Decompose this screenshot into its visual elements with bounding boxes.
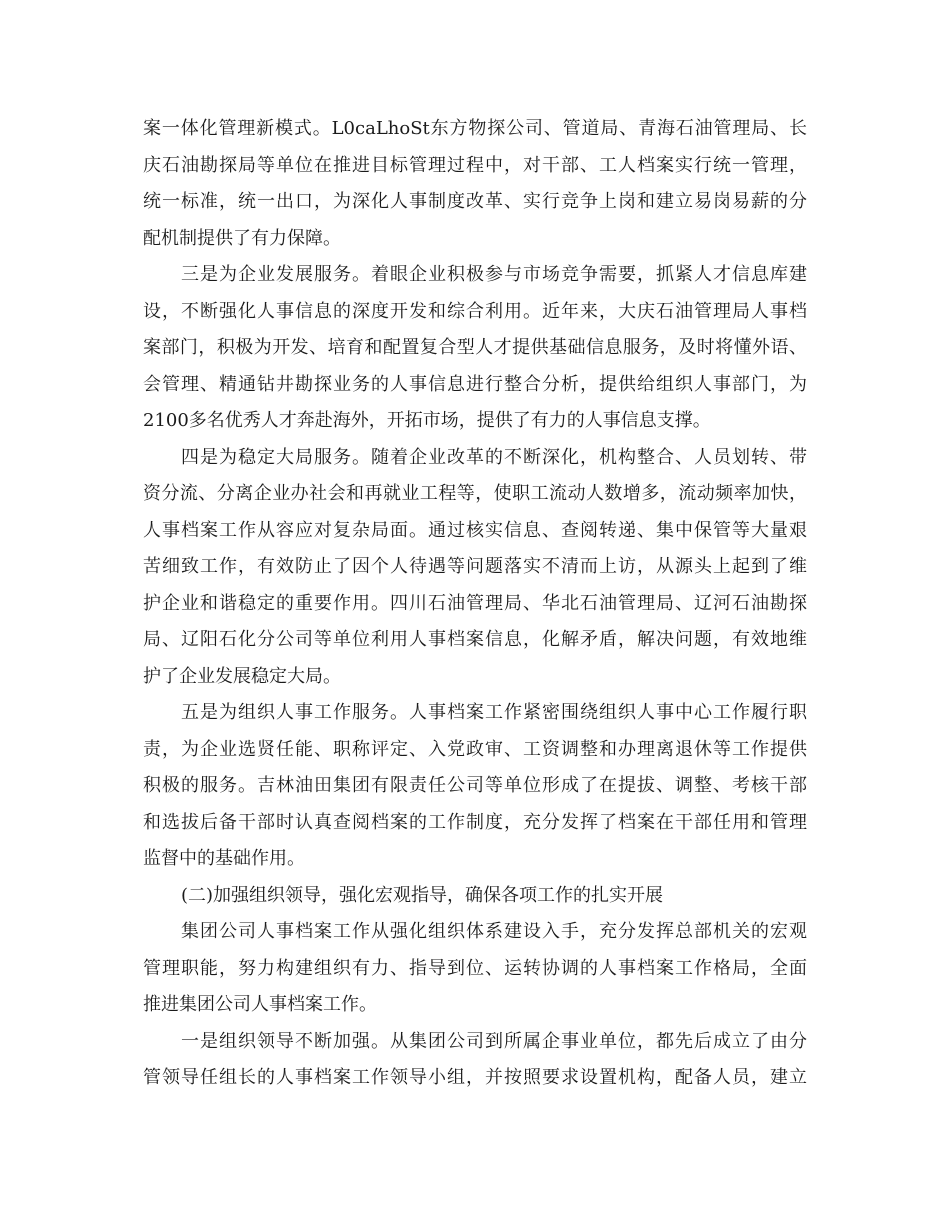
text-line: 监督中的基础作用。	[143, 848, 305, 869]
text-line: 积极的服务。吉林油田集团有限责任公司等单位形成了在提拔、调整、考核干部	[143, 775, 807, 796]
text-line: 人事档案工作从容应对复杂局面。通过核实信息、查阅转递、集中保管等大量艰	[143, 519, 807, 541]
text-line: 苦细致工作，有效防止了因个人待遇等问题落实不清而上访，从源头上起到了维	[143, 556, 807, 577]
text-line: 统一标准，统一出口，为深化人事制度改革、实行竞争上岗和建立易岗易薪的分	[143, 191, 807, 212]
text-line: 护了企业发展稳定大局。	[143, 665, 341, 687]
text-line: 案一体化管理新模式。L0caLhoSt东方物探公司、管道局、青海石油管理局、长	[143, 118, 807, 139]
text-line: 案部门，积极为开发、培育和配置复合型人才提供基础信息服务，及时将懂外语、	[143, 337, 807, 358]
text-line: 设，不断强化人事信息的深度开发和综合利用。近年来，大庆石油管理局人事档	[143, 300, 807, 322]
text-line: 和选拔后备干部时认真查阅档案的工作制度，充分发挥了档案在干部任用和管理	[143, 811, 807, 833]
text-line: 配机制提供了有力保障。	[143, 227, 341, 249]
text-line: 责，为企业选贤任能、职称评定、入党政审、工资调整和办理离退休等工作提供	[143, 738, 807, 760]
text-line: 管理职能，努力构建组织有力、指导到位、运转协调的人事档案工作格局，全面	[143, 957, 807, 979]
document-body	[143, 111, 807, 1097]
text-line: 推进集团公司人事档案工作。	[143, 994, 377, 1015]
paragraph-start-line: 一是组织领导不断加强。从集团公司到所属企事业单位，都先后成立了由分	[181, 1030, 807, 1052]
paragraph-start-line: 五是为组织人事工作服务。人事档案工作紧密围绕组织人事中心工作履行职	[181, 702, 807, 723]
text-line: 会管理、精通钻井勘探业务的人事信息进行整合分析，提供给组织人事部门，为	[143, 373, 807, 395]
text-line: 资分流、分离企业办社会和再就业工程等，使职工流动人数增多，流动频率加快，	[143, 483, 807, 504]
paragraph-start-line: 三是为企业发展服务。着眼企业积极参与市场竞争需要，抓紧人才信息库建	[181, 264, 807, 285]
paragraph-start-line: 四是为稳定大局服务。随着企业改革的不断深化，机构整合、人员划转、带	[181, 446, 807, 468]
text-line: 庆石油勘探局等单位在推进目标管理过程中，对干部、工人档案实行统一管理，	[143, 154, 807, 176]
text-line: 2100多名优秀人才奔赴海外，开拓市场，提供了有力的人事信息支撑。	[143, 410, 711, 431]
text-line: 局、辽阳石化分公司等单位利用人事档案信息，化解矛盾，解决问题，有效地维	[143, 629, 807, 650]
text-line: 护企业和谐稳定的重要作用。四川石油管理局、华北石油管理局、辽河石油勘探	[143, 592, 807, 614]
text-line: 管领导任组长的人事档案工作领导小组，并按照要求设置机构，配备人员，建立	[143, 1067, 807, 1088]
section-heading: (二)加强组织领导，强化宏观指导，确保各项工作的扎实开展	[181, 884, 664, 906]
paragraph-start-line: 集团公司人事档案工作从强化组织体系建设入手，充分发挥总部机关的宏观	[181, 921, 807, 942]
